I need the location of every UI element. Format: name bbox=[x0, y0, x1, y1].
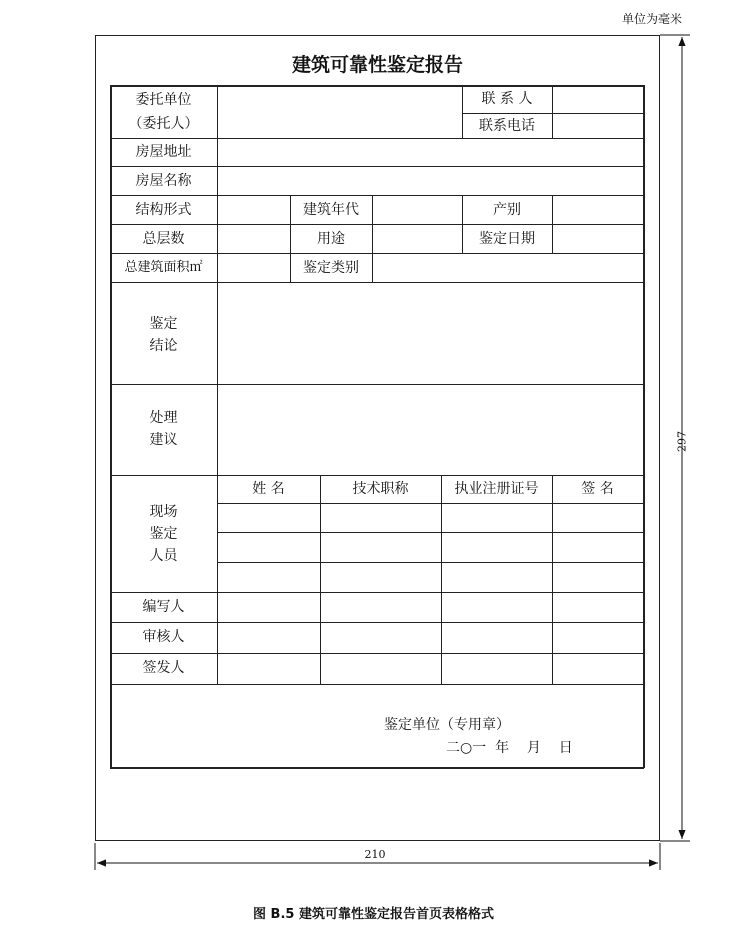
contact-label: 联 系 人 bbox=[481, 91, 533, 107]
usage-label: 用途 bbox=[317, 231, 345, 247]
conclusion-label-2: 结论 bbox=[149, 338, 178, 354]
staff-label-1: 现场 bbox=[149, 504, 178, 520]
staff-label-3: 人员 bbox=[149, 548, 178, 564]
col-title-header: 技术职称 bbox=[352, 481, 409, 497]
figure-caption: 图 B.5 建筑可靠性鉴定报告首页表格格式 bbox=[253, 907, 494, 922]
floors-label: 总层数 bbox=[142, 231, 185, 247]
report-title: 建筑可靠性鉴定报告 bbox=[291, 54, 463, 76]
total-area-label: 总建筑面积㎡ bbox=[124, 260, 203, 275]
reviewer-label: 审核人 bbox=[142, 629, 185, 645]
house-name-label: 房屋名称 bbox=[135, 173, 192, 189]
build-year-label: 建筑年代 bbox=[303, 202, 359, 218]
seal-label: 鉴定单位（专用章） bbox=[384, 717, 510, 733]
dim-height-label: 297 bbox=[675, 431, 689, 452]
unit-note: 单位为毫米 bbox=[622, 12, 683, 26]
writer-label: 编写人 bbox=[142, 599, 185, 615]
structure-label: 结构形式 bbox=[135, 202, 192, 218]
date-label: 二○一 年 月 日 bbox=[446, 740, 573, 756]
col-sign-header: 签 名 bbox=[581, 481, 614, 497]
client-sub-label: （委托人） bbox=[128, 116, 199, 132]
appraisal-type-label: 鉴定类别 bbox=[303, 260, 359, 276]
conclusion-label-1: 鉴定 bbox=[149, 316, 178, 332]
contact-phone-label: 联系电话 bbox=[479, 118, 535, 134]
appraisal-date-label: 鉴定日期 bbox=[479, 231, 535, 247]
col-cert-header: 执业注册证号 bbox=[454, 481, 539, 497]
col-name-header: 姓 名 bbox=[252, 481, 285, 497]
suggestion-label-2: 建议 bbox=[149, 432, 178, 448]
suggestion-label-1: 处理 bbox=[149, 410, 178, 426]
address-label: 房屋地址 bbox=[135, 144, 192, 160]
property-label: 产别 bbox=[493, 202, 521, 218]
staff-label-2: 鉴定 bbox=[149, 526, 178, 542]
client-label: 委托单位 bbox=[135, 92, 192, 108]
dim-width-label: 210 bbox=[364, 848, 386, 861]
issuer-label: 签发人 bbox=[142, 660, 185, 676]
